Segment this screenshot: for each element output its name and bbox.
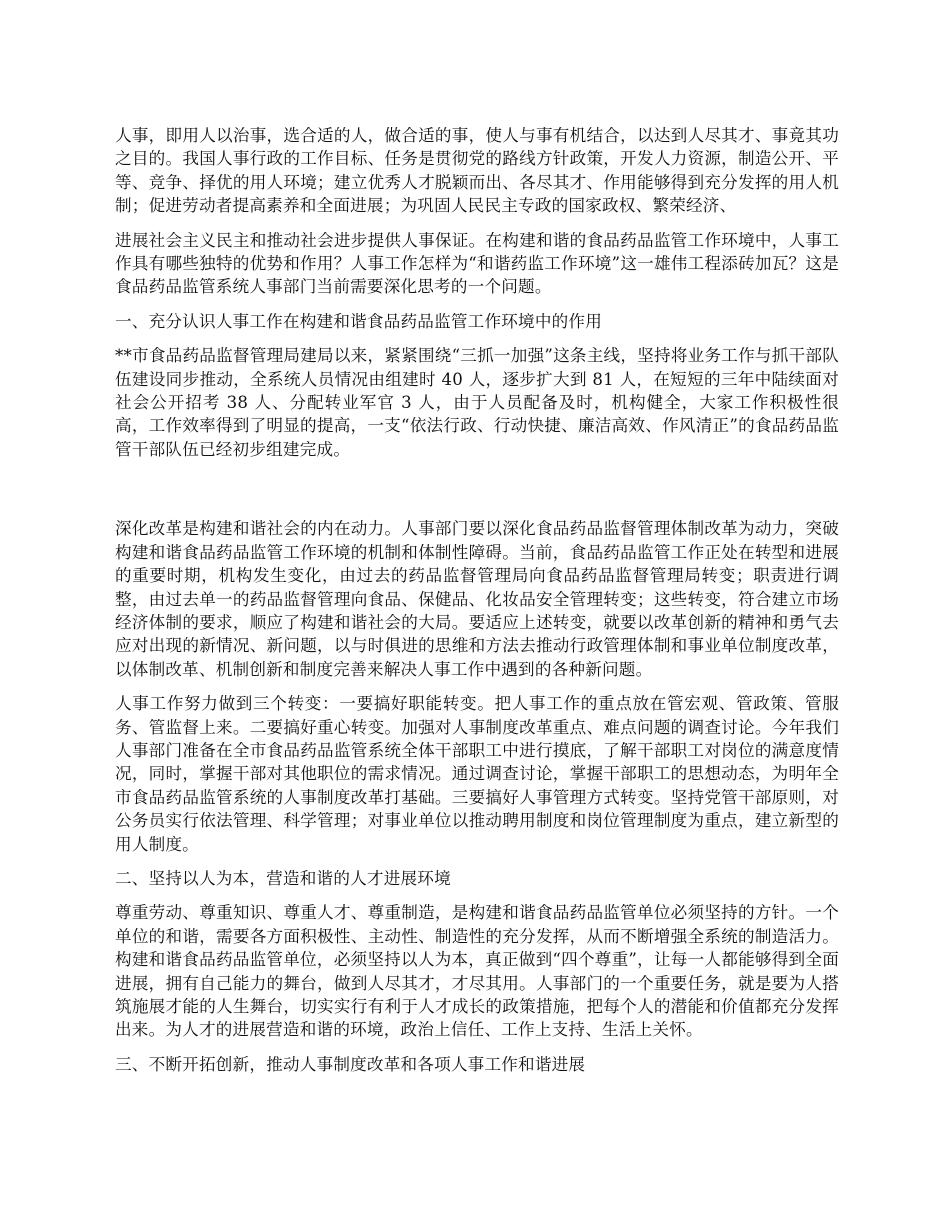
paragraph-bureau-overview: **市食品药品监督管理局建局以来，紧紧围绕“三抓一加强”这条主线，坚持将业务工作与抓干部队伍建设同步推动，全系统人员情况由组建时 40 人，逐步扩大到 81 人，在短短的三年中陆续面对社会公开招考 38 人、分配转业军官 3 人，由于人员配备及时，机构健全，大家工作积极性很高，工作效率得到了明显的提高，一支“依法行政、行动快捷、廉洁高效、作风清正”的食品药品监管干部队伍已经初步组建完成。 [115, 346, 839, 459]
section-heading-2: 二、坚持以人为本，营造和谐的人才进展环境 [115, 868, 451, 888]
section-heading-3: 三、不断开拓创新，推动人事制度改革和各项人事工作和谐进展 [115, 1054, 586, 1074]
paragraph-intro-continued: 进展社会主义民主和推动社会进步提供人事保证。在构建和谐的食品药品监管工作环境中，人事工作具有哪些独特的优势和作用？人事工作怎样为“和谐药监工作环境”这一雄伟工程添砖加瓦？这是食品药品监管系统人事部门当前需要深化思考的一个问题。 [115, 230, 839, 297]
paragraph-three-transformations: 人事工作努力做到三个转变：一要搞好职能转变。把人事工作的重点放在管宏观、管政策、管服务、管监督上来。二要搞好重心转变。加强对人事制度改革重点、难点问题的调查讨论。今年我们人事部门准备在全市食品药品监管系统全体干部职工中进行摸底，了解干部职工对岗位的满意度情况，同时，掌握干部对其他职位的需求情况。通过调查讨论，掌握干部职工的思想动态，为明年全市食品药品监管系统的人事制度改革打基础。三要搞好人事管理方式转变。坚持党管干部原则，对公务员实行依法管理、科学管理；对事业单位以推动聘用制度和岗位管理制度为重点，建立新型的用人制度。 [115, 694, 839, 854]
paragraph-deepen-reform: 深化改革是构建和谐社会的内在动力。人事部门要以深化食品药品监督管理体制改革为动力，突破构建和谐食品药品监管工作环境的机制和体制性障碍。当前，食品药品监管工作正处在转型和进展的重要时期，机构发生变化，由过去的药品监督管理局向食品药品监督管理局转变；职责进行调整，由过去单一的药品监督管理向食品、保健品、化妆品安全管理转变；这些转变，符合建立市场经济体制的要求，顺应了构建和谐社会的大局。要适应上述转变，就要以改革创新的精神和勇气去应对出现的新情况、新问题，以与时俱进的思维和方法去推动行政管理体制和事业单位制度改革，以体制改革、机制创新和制度完善来解决人事工作中遇到的各种新问题。 [115, 519, 839, 679]
document-page [115, 124, 839, 1087]
paragraph-people-oriented: 尊重劳动、尊重知识、尊重人才、尊重制造，是构建和谐食品药品监管单位必须坚持的方针。一个单位的和谐，需要各方面积极性、主动性、制造性的充分发挥，从而不断增强全系统的制造活力。构建和谐食品药品监管单位，必须坚持以人为本，真正做到“四个尊重”，让每一人都能够得到全面进展，拥有自己能力的舞台，做到人尽其才，才尽其用。人事部门的一个重要任务，就是要为人搭筑施展才能的人生舞台，切实实行有利于人才成长的政策措施，把每个人的潜能和价值都充分发挥出来。为人才的进展营造和谐的环境，政治上信任、工作上支持、生活上关怀。 [115, 903, 839, 1040]
section-heading-1: 一、充分认识人事工作在构建和谐食品药品监管工作环境中的作用 [115, 311, 603, 331]
paragraph-intro: 人事，即用人以治事，选合适的人，做合适的事，使人与事有机结合，以达到人尽其才、事竟其功之目的。我国人事行政的工作目标、任务是贯彻党的路线方针政策，开发人力资源，制造公开、平等、竞争、择优的用人环境；建立优秀人才脱颖而出、各尽其才、作用能够得到充分发挥的用人机制；促进劳动者提高素养和全面进展；为巩固人民民主专政的国家政权、繁荣经济、 [115, 126, 839, 216]
paragraph-spacer [115, 472, 839, 517]
